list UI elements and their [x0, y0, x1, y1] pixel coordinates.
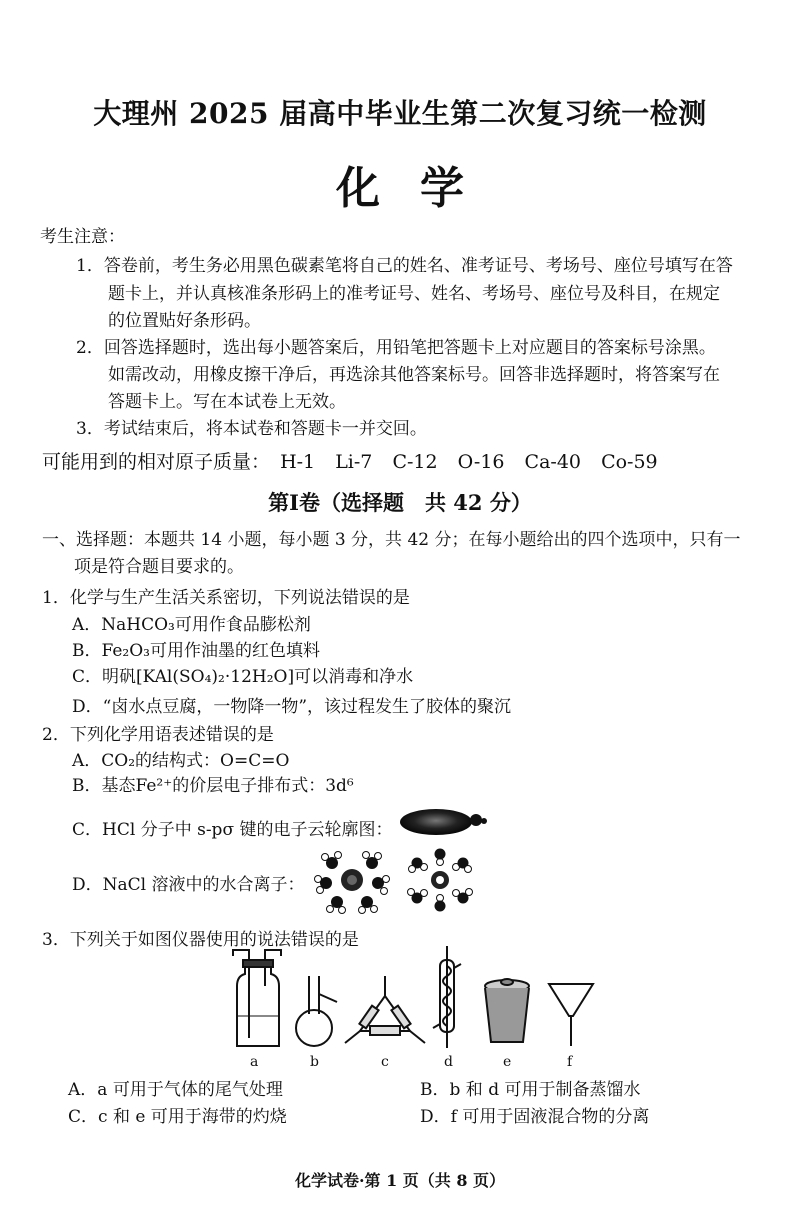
formula: Fe²⁺	[135, 776, 173, 796]
formula: CO₂	[101, 751, 136, 771]
option-text: 可用作油墨的红色填料	[150, 641, 320, 661]
option-label: A．	[72, 615, 102, 635]
apparatus-figure	[225, 946, 605, 1051]
gas-washing-bottle	[233, 950, 281, 1046]
exam-title: 大理州 2025 届高中毕业生第二次复习统一检测	[93, 97, 707, 130]
subject-title: 化学	[336, 163, 504, 214]
small-lobe	[481, 818, 487, 824]
q2-option-c	[72, 815, 392, 840]
clay-triangle	[345, 976, 425, 1043]
option-label: C．	[72, 667, 103, 687]
electron-cloud-diagram	[398, 808, 488, 836]
option-label: D．	[72, 875, 103, 895]
section-intro-line-1: 一、选择题：本题共 14 小题，每小题 3 分，共 42 分；在每小题给出的四个选项中，只有一	[42, 530, 741, 550]
hydrated-ions-diagram	[312, 845, 492, 915]
notice-line-2: 题卡上，并认真核准条形码上的准考证号、姓名、考场号、座位号及科目，在规定	[108, 284, 720, 304]
option-text: b 和 d 可用于制备蒸馏水	[449, 1080, 641, 1100]
funnel	[549, 984, 593, 1046]
atomic-mass-item: H-1	[280, 451, 316, 473]
option-text: f 可用于固液混合物的分离	[450, 1107, 650, 1127]
option-label: A．	[68, 1080, 98, 1100]
sigma-lobe	[400, 809, 472, 835]
q2-stem: 2．下列化学用语表述错误的是	[42, 725, 274, 745]
option-label: B．	[72, 776, 102, 796]
option-text: c 和 e 可用于海带的灼烧	[98, 1107, 287, 1127]
option-label: D．	[420, 1107, 451, 1127]
formula: Fe₂O₃	[101, 641, 150, 661]
q3-option-a	[68, 1075, 283, 1100]
option-label: B．	[72, 641, 102, 661]
q1-stem: 1．化学与生产生活关系密切，下列说法错误的是	[42, 588, 410, 608]
notice-line-5: 如需改动，用橡皮擦干净后，再选涂其他答案标号。回答非选择题时，将答案写在	[108, 365, 720, 385]
atomic-mass-item: C-12	[392, 451, 438, 473]
option-text: 的价层电子排布式：3d⁶	[172, 776, 354, 796]
notice-line-3: 的位置贴好条形码。	[108, 311, 261, 331]
notice-heading: 考生注意：	[40, 227, 125, 247]
formula: [KAl(SO₄)₂·12H₂O]	[136, 667, 295, 687]
notice-line-4: 2．回答选择题时，选出每小题答案后，用铅笔把答题卡上对应题目的答案标号涂黑。	[76, 338, 716, 358]
option-text: 的结构式：O=C=O	[135, 751, 290, 771]
apparatus-label-c: c	[381, 1054, 389, 1070]
option-text: 明矾	[102, 667, 137, 687]
q1-option-d	[72, 692, 511, 717]
option-text: NaCl 溶液中的水合离子：	[102, 875, 305, 895]
page-footer: 化学试卷·第 1 页（共 8 页）	[294, 1171, 506, 1190]
hydrated-anion	[408, 849, 473, 912]
formula: NaHCO₃	[101, 615, 175, 635]
section-title: 第Ⅰ卷（选择题 共 42 分）	[268, 490, 532, 515]
q3-option-d	[420, 1102, 649, 1127]
apparatus-label-a: a	[250, 1054, 259, 1070]
q3-option-b	[420, 1075, 640, 1100]
distillation-flask	[296, 976, 337, 1046]
option-label: C．	[72, 820, 103, 840]
section-intro-line-2: 项是符合题目要求的。	[74, 557, 244, 577]
apparatus-label-f: f	[567, 1054, 573, 1070]
crucible	[485, 979, 529, 1042]
q3-stem: 3．下列关于如图仪器使用的说法错误的是	[42, 930, 359, 950]
q3-option-c	[68, 1102, 287, 1127]
q1-option-b	[72, 636, 320, 661]
q1-option-c	[72, 662, 413, 687]
apparatus-label-e: e	[503, 1054, 512, 1070]
q2-option-b	[72, 771, 354, 796]
option-label: A．	[72, 751, 102, 771]
option-text: 可用作食品膨松剂	[174, 615, 311, 635]
notice-line-6: 答题卡上。写在本试卷上无效。	[108, 392, 346, 412]
apparatus-label-d: d	[444, 1054, 453, 1070]
atomic-masses	[42, 447, 672, 474]
atomic-mass-item: Co-59	[601, 451, 658, 473]
atomic-mass-item: Li-7	[335, 451, 373, 473]
option-label: C．	[68, 1107, 99, 1127]
option-text: “卤水点豆腐，一物降一物”，该过程发生了胶体的聚沉	[102, 697, 512, 717]
atomic-masses-label: 可能用到的相对原子质量：	[42, 451, 271, 473]
condenser	[433, 946, 461, 1048]
option-label: B．	[420, 1080, 450, 1100]
atomic-mass-item: Ca-40	[524, 451, 582, 473]
option-text: HCl 分子中 s-pσ 键的电子云轮廓图：	[102, 820, 393, 840]
q2-option-d	[72, 870, 305, 895]
hydrated-cation	[315, 852, 390, 914]
option-text: a 可用于气体的尾气处理	[97, 1080, 283, 1100]
q1-option-a	[72, 610, 311, 635]
apparatus-label-b: b	[310, 1054, 319, 1070]
notice-line-7: 3．考试结束后，将本试卷和答题卡一并交回。	[76, 419, 427, 439]
option-label: D．	[72, 697, 103, 717]
q2-option-a	[72, 746, 289, 771]
s-orbital-lobe	[470, 814, 482, 826]
option-text: 可以消毒和净水	[294, 667, 414, 687]
notice-line-1: 1．答卷前，考生务必用黑色碳素笔将自己的姓名、准考证号、考场号、座位号填写在答	[76, 256, 733, 276]
option-text: 基态	[101, 776, 136, 796]
atomic-mass-item: O-16	[457, 451, 505, 473]
